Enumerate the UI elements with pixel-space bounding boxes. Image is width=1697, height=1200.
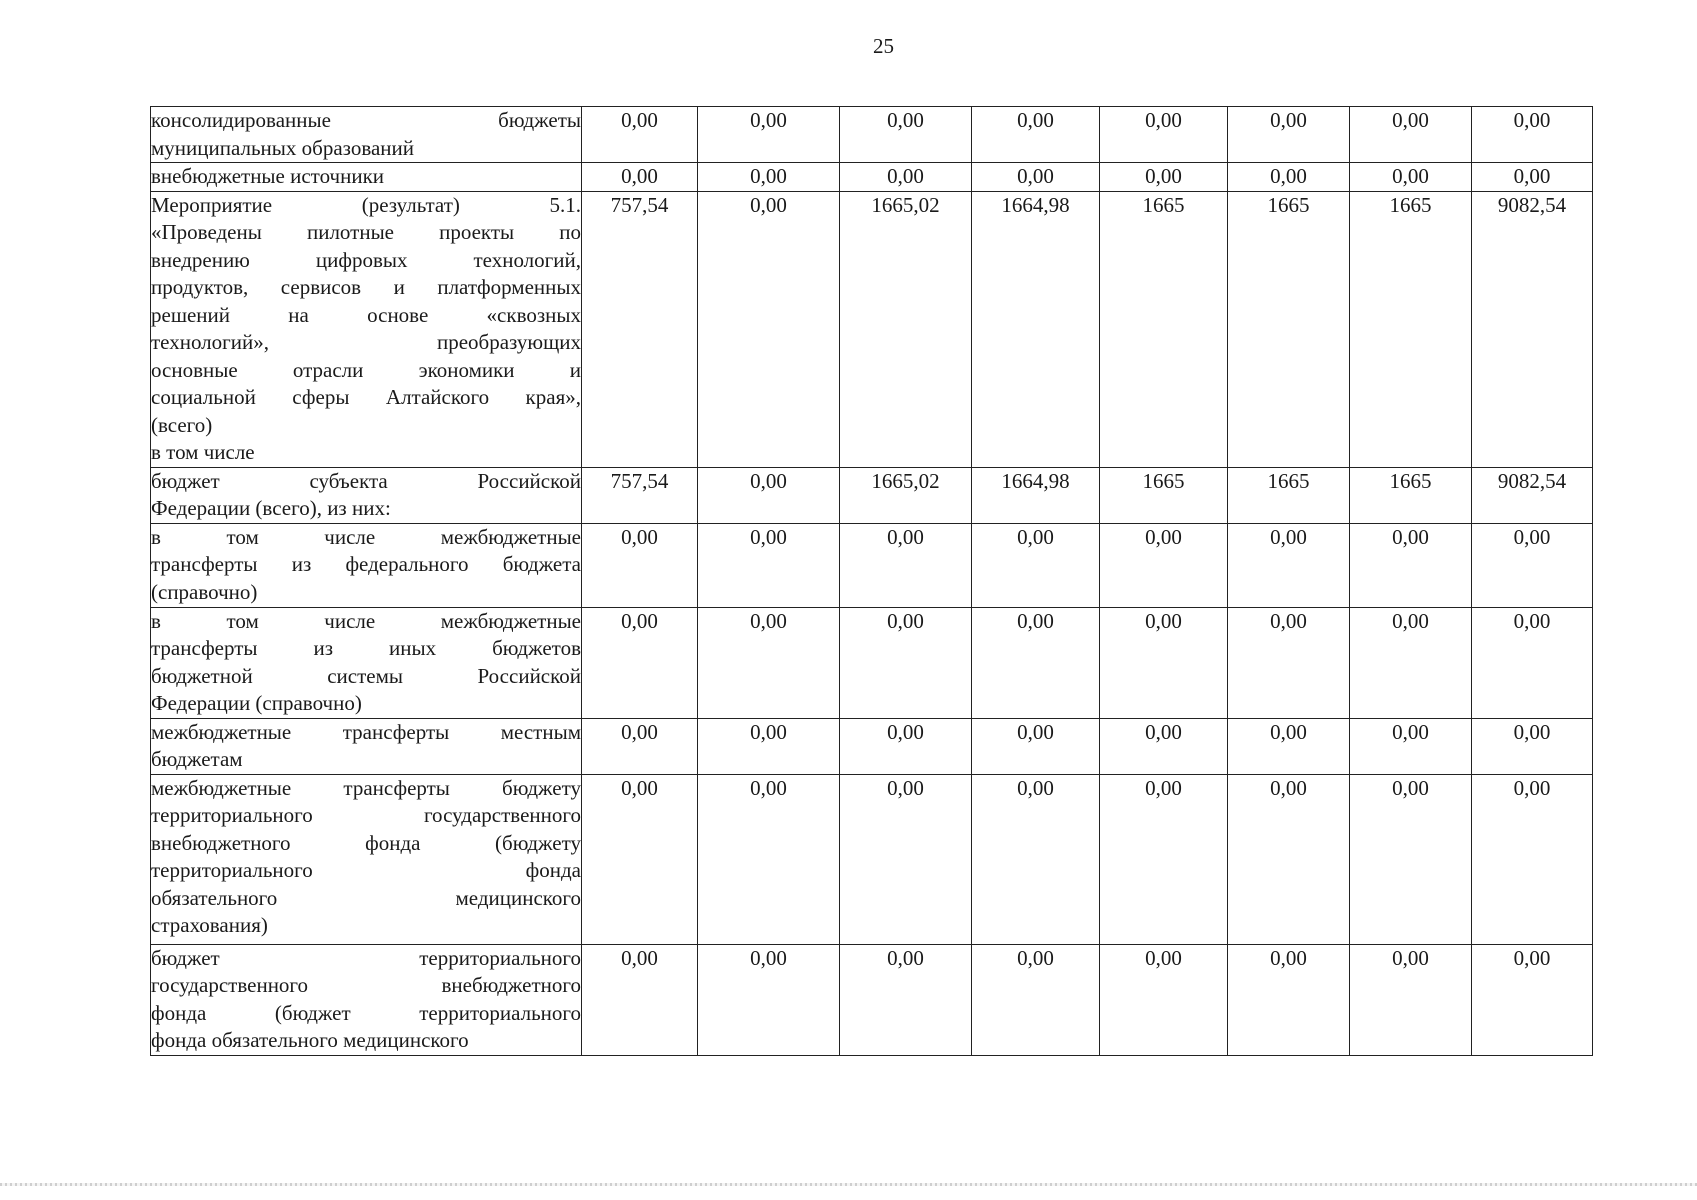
value-text: 1665 bbox=[1267, 468, 1310, 493]
value-text: 0,00 bbox=[887, 108, 924, 132]
row-label-line: Мероприятие (результат) 5.1. bbox=[151, 192, 581, 217]
value-text: 0,00 bbox=[1017, 524, 1054, 549]
value-text: 0,00 bbox=[750, 719, 787, 744]
value-cell bbox=[1100, 718, 1228, 774]
value-cell bbox=[582, 467, 698, 523]
row-label-line: (справочно) bbox=[151, 579, 258, 604]
value-cell bbox=[1100, 774, 1228, 944]
value-text: 0,00 bbox=[1017, 775, 1054, 800]
value-cell bbox=[1350, 607, 1472, 718]
value-cell bbox=[1472, 718, 1593, 774]
page-number: 25 bbox=[873, 34, 894, 58]
value-text: 0,00 bbox=[887, 719, 924, 744]
table-row bbox=[151, 607, 1593, 718]
value-cell bbox=[1350, 467, 1472, 523]
value-text: 0,00 bbox=[1145, 524, 1182, 549]
table-row bbox=[151, 467, 1593, 523]
value-text: 0,00 bbox=[750, 524, 787, 549]
value-text: 0,00 bbox=[1270, 719, 1307, 744]
row-label-line: трансферты из иных бюджетов bbox=[151, 636, 581, 660]
value-cell bbox=[698, 467, 840, 523]
row-label-cell bbox=[151, 944, 582, 1055]
row-label-cell bbox=[151, 718, 582, 774]
row-label-cell bbox=[151, 163, 582, 192]
row-label-cell bbox=[151, 467, 582, 523]
value-text: 1665 bbox=[1389, 192, 1432, 217]
value-cell bbox=[1350, 191, 1472, 467]
row-label-line: фонда (бюджет территориального bbox=[151, 1000, 581, 1025]
value-cell bbox=[1350, 163, 1472, 192]
value-cell bbox=[1228, 944, 1350, 1055]
value-cell bbox=[582, 944, 698, 1055]
scan-artifact-line bbox=[0, 1183, 1697, 1186]
table-row bbox=[151, 107, 1593, 163]
value-cell bbox=[1472, 163, 1593, 192]
value-cell bbox=[698, 944, 840, 1055]
value-text: 0,00 bbox=[621, 108, 658, 132]
value-text: 0,00 bbox=[1513, 945, 1551, 970]
value-cell bbox=[1228, 163, 1350, 192]
value-cell bbox=[840, 163, 972, 192]
value-text: 0,00 bbox=[1392, 608, 1429, 633]
value-text: 0,00 bbox=[887, 775, 924, 800]
value-cell bbox=[582, 607, 698, 718]
value-text: 9082,54 bbox=[1497, 192, 1567, 217]
value-text: 0,00 bbox=[750, 945, 787, 970]
value-cell bbox=[1350, 523, 1472, 607]
value-text: 0,00 bbox=[621, 719, 658, 744]
value-text: 0,00 bbox=[1145, 608, 1182, 633]
value-cell bbox=[1472, 607, 1593, 718]
row-label-line: Федерации (всего), из них: bbox=[151, 496, 391, 520]
value-text: 0,00 bbox=[1270, 164, 1307, 188]
value-cell bbox=[972, 774, 1100, 944]
row-label-cell bbox=[151, 191, 582, 467]
value-cell bbox=[840, 467, 972, 523]
value-cell bbox=[1350, 944, 1472, 1055]
row-label-line: обязательного медицинского bbox=[151, 885, 581, 910]
row-label-line: внедрению цифровых технологий, bbox=[151, 247, 581, 272]
row-label-line: трансферты из федерального бюджета bbox=[151, 552, 581, 576]
value-text: 0,00 bbox=[1513, 108, 1551, 132]
value-text: 0,00 bbox=[1270, 608, 1307, 633]
table-row bbox=[151, 718, 1593, 774]
value-text: 9082,54 bbox=[1497, 468, 1567, 493]
value-cell bbox=[698, 523, 840, 607]
value-text: 0,00 bbox=[750, 164, 787, 188]
value-text: 0,00 bbox=[1145, 164, 1182, 188]
value-text: 0,00 bbox=[887, 524, 924, 549]
value-cell bbox=[1228, 718, 1350, 774]
value-cell bbox=[698, 163, 840, 192]
value-cell bbox=[582, 163, 698, 192]
value-text: 0,00 bbox=[621, 164, 658, 188]
row-label-line: государственного внебюджетного bbox=[151, 973, 581, 997]
row-label-line: фонда обязательного медицинского bbox=[151, 1028, 469, 1052]
value-text: 0,00 bbox=[1513, 775, 1551, 800]
row-label-line: Федерации (справочно) bbox=[151, 691, 362, 715]
value-text: 757,54 bbox=[610, 192, 669, 217]
value-cell bbox=[698, 774, 840, 944]
value-text: 1665 bbox=[1142, 192, 1185, 217]
value-text: 0,00 bbox=[750, 468, 787, 493]
value-text: 0,00 bbox=[1392, 524, 1429, 549]
value-text: 0,00 bbox=[621, 524, 658, 549]
value-cell bbox=[972, 107, 1100, 163]
value-text: 0,00 bbox=[1017, 719, 1054, 744]
value-cell bbox=[840, 191, 972, 467]
row-label-line: социальной сферы Алтайского края», bbox=[151, 385, 581, 409]
row-label-line: территориального фонда bbox=[151, 858, 581, 882]
row-label-line: бюджет субъекта Российской bbox=[151, 468, 581, 493]
value-text: 0,00 bbox=[1145, 945, 1182, 970]
table-row bbox=[151, 944, 1593, 1055]
value-text: 0,00 bbox=[621, 608, 658, 633]
value-cell bbox=[1100, 523, 1228, 607]
value-text: 1664,98 bbox=[1001, 468, 1070, 493]
value-cell bbox=[1350, 718, 1472, 774]
row-label-line: межбюджетные трансферты бюджету bbox=[151, 775, 581, 800]
value-text: 0,00 bbox=[1145, 108, 1182, 132]
value-text: 0,00 bbox=[1513, 164, 1551, 188]
row-label-line: в том числе bbox=[151, 440, 255, 464]
value-cell bbox=[1472, 107, 1593, 163]
value-text: 0,00 bbox=[750, 192, 787, 217]
value-text: 0,00 bbox=[1392, 164, 1429, 188]
row-label-line: межбюджетные трансферты местным bbox=[151, 719, 581, 744]
value-cell bbox=[582, 718, 698, 774]
value-cell bbox=[582, 523, 698, 607]
row-label-line: бюджетной системы Российской bbox=[151, 663, 581, 688]
value-text: 0,00 bbox=[1392, 945, 1429, 970]
budget-table bbox=[150, 106, 1593, 1056]
row-label-line: в том числе межбюджетные bbox=[151, 524, 581, 549]
row-label-cell bbox=[151, 607, 582, 718]
value-text: 0,00 bbox=[1270, 108, 1307, 132]
value-cell bbox=[1472, 523, 1593, 607]
value-cell bbox=[582, 107, 698, 163]
value-cell bbox=[840, 607, 972, 718]
value-cell bbox=[582, 191, 698, 467]
row-label-line: консолидированные бюджеты bbox=[151, 108, 581, 132]
row-label-line: бюджетам bbox=[151, 747, 243, 771]
value-cell bbox=[972, 467, 1100, 523]
value-cell bbox=[972, 607, 1100, 718]
value-cell bbox=[1100, 467, 1228, 523]
value-cell bbox=[840, 107, 972, 163]
value-text: 0,00 bbox=[1392, 719, 1429, 744]
value-cell bbox=[698, 607, 840, 718]
row-label-line: решений на основе «сквозных bbox=[151, 302, 581, 327]
value-cell bbox=[698, 191, 840, 467]
value-text: 0,00 bbox=[1270, 524, 1307, 549]
value-text: 0,00 bbox=[750, 608, 787, 633]
value-cell bbox=[1228, 774, 1350, 944]
value-cell bbox=[582, 774, 698, 944]
value-text: 0,00 bbox=[1145, 719, 1182, 744]
row-label-line: бюджет территориального bbox=[151, 945, 581, 970]
value-cell bbox=[1228, 523, 1350, 607]
table-row bbox=[151, 774, 1593, 944]
value-cell bbox=[840, 718, 972, 774]
value-cell bbox=[972, 718, 1100, 774]
value-text: 0,00 bbox=[1017, 108, 1054, 132]
value-text: 0,00 bbox=[1017, 164, 1054, 188]
value-text: 0,00 bbox=[1392, 108, 1429, 132]
value-cell bbox=[972, 191, 1100, 467]
value-cell bbox=[1100, 163, 1228, 192]
value-text: 757,54 bbox=[610, 468, 669, 493]
value-cell bbox=[840, 774, 972, 944]
value-cell bbox=[698, 718, 840, 774]
value-cell bbox=[972, 944, 1100, 1055]
row-label-line: страхования) bbox=[151, 913, 268, 937]
value-text: 0,00 bbox=[887, 164, 924, 188]
value-cell bbox=[1472, 774, 1593, 944]
row-label-line: внебюджетного фонда (бюджету bbox=[151, 830, 581, 855]
table-body bbox=[151, 107, 1593, 1056]
row-label-line: «Проведены пилотные проекты по bbox=[151, 220, 581, 244]
value-cell bbox=[840, 523, 972, 607]
value-text: 0,00 bbox=[1017, 945, 1054, 970]
value-text: 0,00 bbox=[1513, 524, 1551, 549]
value-text: 0,00 bbox=[887, 945, 924, 970]
value-cell bbox=[972, 163, 1100, 192]
value-cell bbox=[1228, 191, 1350, 467]
value-text: 0,00 bbox=[750, 775, 787, 800]
value-cell bbox=[1228, 467, 1350, 523]
value-cell bbox=[1228, 607, 1350, 718]
row-label-line: муниципальных образований bbox=[151, 135, 414, 160]
row-label-line: внебюджетные источники bbox=[151, 164, 385, 188]
value-cell bbox=[972, 523, 1100, 607]
value-text: 1665,02 bbox=[871, 468, 940, 493]
row-label-cell bbox=[151, 774, 582, 944]
value-cell bbox=[1100, 607, 1228, 718]
row-label-line: в том числе межбюджетные bbox=[151, 608, 581, 633]
value-text: 0,00 bbox=[1145, 775, 1182, 800]
row-label-line: (всего) bbox=[151, 412, 213, 437]
value-cell bbox=[1472, 467, 1593, 523]
value-text: 0,00 bbox=[1017, 608, 1054, 633]
value-cell bbox=[1100, 944, 1228, 1055]
value-text: 0,00 bbox=[1270, 775, 1307, 800]
value-text: 0,00 bbox=[1392, 775, 1429, 800]
value-cell bbox=[840, 944, 972, 1055]
value-text: 0,00 bbox=[1513, 608, 1551, 633]
value-cell bbox=[1472, 944, 1593, 1055]
value-text: 1665,02 bbox=[871, 192, 940, 217]
value-text: 1664,98 bbox=[1001, 192, 1070, 217]
value-text: 0,00 bbox=[1270, 945, 1307, 970]
row-label-line: основные отрасли экономики и bbox=[151, 357, 581, 382]
row-label-line: продуктов, сервисов и платформенных bbox=[151, 275, 581, 299]
value-text: 1665 bbox=[1142, 468, 1185, 493]
value-cell bbox=[1100, 107, 1228, 163]
row-label-line: технологий», преобразующих bbox=[151, 330, 581, 354]
value-text: 1665 bbox=[1389, 468, 1432, 493]
value-text: 0,00 bbox=[750, 108, 787, 132]
table-row bbox=[151, 191, 1593, 467]
value-cell bbox=[1350, 107, 1472, 163]
value-cell bbox=[1100, 191, 1228, 467]
row-label-cell bbox=[151, 107, 582, 163]
value-text: 0,00 bbox=[621, 775, 658, 800]
row-label-line: территориального государственного bbox=[151, 803, 581, 827]
row-label-cell bbox=[151, 523, 582, 607]
table-row bbox=[151, 163, 1593, 192]
value-text: 0,00 bbox=[621, 945, 658, 970]
value-cell bbox=[1472, 191, 1593, 467]
value-text: 0,00 bbox=[887, 608, 924, 633]
value-cell bbox=[1228, 107, 1350, 163]
value-text: 0,00 bbox=[1513, 719, 1551, 744]
value-text: 1665 bbox=[1267, 192, 1310, 217]
value-cell bbox=[1350, 774, 1472, 944]
table-row bbox=[151, 523, 1593, 607]
value-cell bbox=[698, 107, 840, 163]
